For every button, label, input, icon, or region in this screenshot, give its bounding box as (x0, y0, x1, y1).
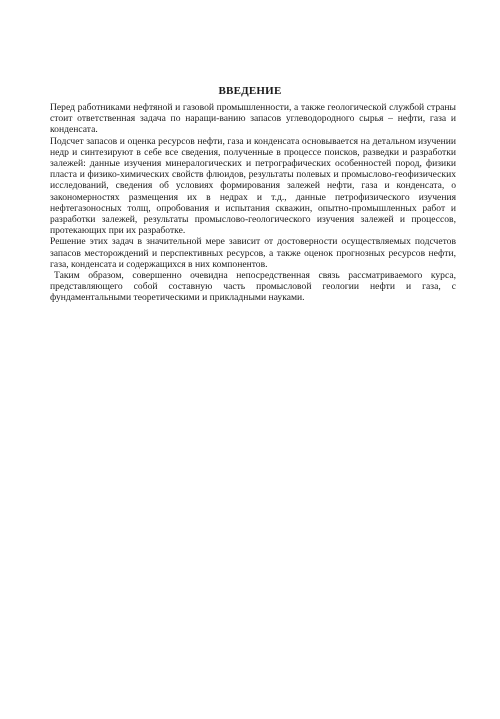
paragraph-4: Таким образом, совершенно очевидна непосредственная связь рассматриваемого курса, представляющего собой составную часть промысловой геологии нефти и газа, с фундаментальными теоретическими и прикладными науками. (50, 270, 456, 304)
page-title: ВВЕДЕНИЕ (218, 85, 282, 97)
paragraph-2: Подсчет запасов и оценка ресурсов нефти, газа и конденсата основывается на детальном изучении недр и синтезируют в себе все сведения, полученные в процессе поисков, разведки и разработки залежей: данные изучения минералогических и петрографических особенностей пород, физики пласта и физико-химических свойств флюидов, результаты полевых и промыслово-геофизических исследований, сведения об условиях формирования залежей нефти, газа и конденсата, о закономерностях размещения их в недрах и т.д., данные петрофизического изучения нефтегазоносных толщ, опробования и испытания скважин, опытно-промышленных работ и разработки залежей, результаты промыслово-геологического изучения залежей и процессов, протекающих при их разработке. (50, 135, 456, 237)
paragraph-3: Решение этих задач в значительной мере зависит от достоверности осуществляемых подсчетов запасов месторождений и перспективных ресурсов, а также оценок прогнозных ресурсов нефти, газа, конденсата и содержащихся в них компонентов. (50, 236, 456, 270)
paragraph-1: Перед работниками нефтяной и газовой промышленности, а также геологической службой страны стоит ответственная задача по наращи-ванию запасов углеводородного сырья – нефти, газа и конденсата. (50, 102, 456, 136)
document-body (50, 102, 456, 304)
